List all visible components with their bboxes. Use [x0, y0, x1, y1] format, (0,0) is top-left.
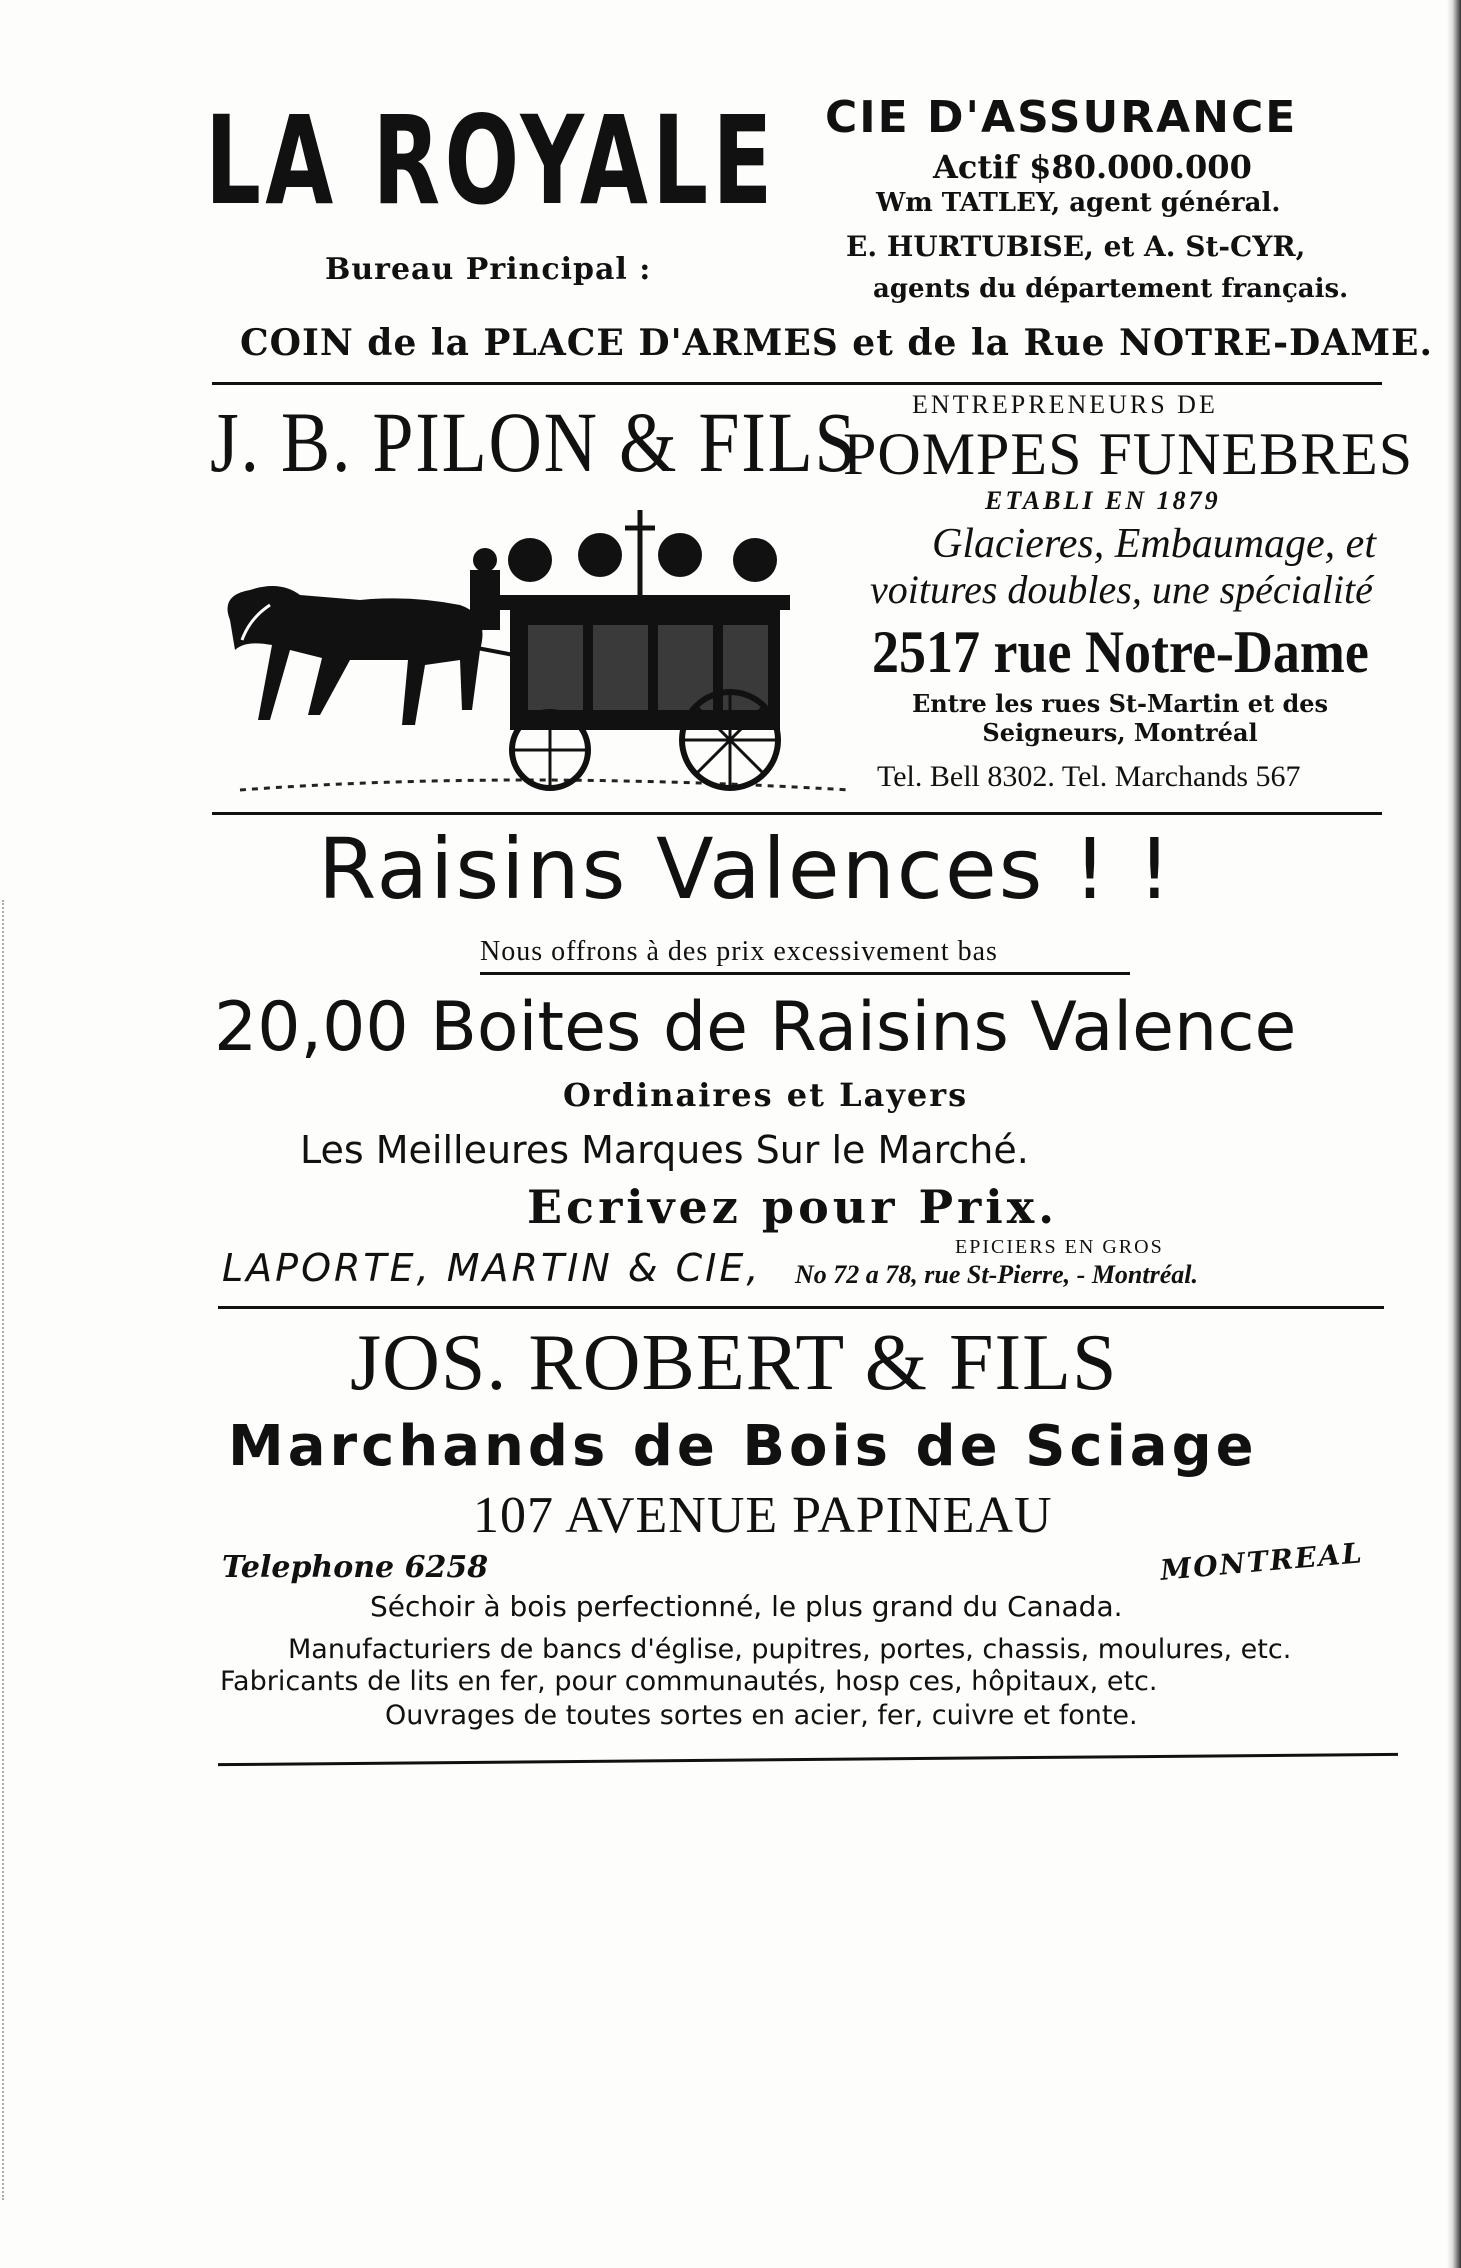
raisins-merchant: LAPORTE, MARTIN & CIE, [222, 1246, 762, 1290]
royale-title: LA ROYALE [205, 90, 777, 232]
royale-agents-names: E. HURTUBISE, et A. St-CYR, [846, 230, 1306, 263]
robert-city: MONTREAL [1158, 1536, 1365, 1587]
hearse-icon [210, 500, 860, 800]
pilon-etabli: ETABLI EN 1879 [985, 486, 1221, 515]
pilon-address: 2517 rue Notre-Dame [872, 619, 1369, 685]
royale-address: COIN de la PLACE D'ARMES et de la Rue NOTRE-DAME. [240, 322, 1434, 364]
royale-actif: Actif $80.000.000 [933, 148, 1252, 186]
page-edge-shadow [1447, 0, 1461, 2268]
pilon-telephones: Tel. Bell 8302. Tel. Marchands 567 [877, 760, 1301, 793]
divider-4 [218, 1753, 1398, 1766]
raisins-boites: 20,00 Boites de Raisins Valence [214, 988, 1297, 1067]
raisins-types: Ordinaires et Layers [563, 1076, 969, 1114]
pilon-entre-line1: Entre les rues St-Martin et des [912, 689, 1329, 718]
pilon-pompes: POMPES FUNEBRES [843, 421, 1414, 487]
royale-agent-general: Wm TATLEY, agent général. [876, 188, 1281, 218]
divider-2 [212, 812, 1382, 815]
raisins-title: Raisins Valences ! ! [318, 820, 1174, 918]
robert-ouvrages: Ouvrages de toutes sortes en acier, fer, cuivre et fonte. [385, 1700, 1138, 1731]
pilon-glacieres: Glacieres, Embaumage, et [932, 521, 1376, 567]
pilon-name: J. B. PILON & FILS [210, 394, 858, 490]
raisins-meilleures: Les Meilleures Marques Sur le Marché. [300, 1128, 1029, 1172]
raisins-merchant-address: No 72 a 78, rue St-Pierre, - Montréal. [795, 1260, 1198, 1289]
pilon-entre-line2: Seigneurs, Montréal [982, 717, 1258, 747]
divider-1 [212, 382, 1382, 385]
divider-3 [218, 1306, 1384, 1309]
royale-company: CIE D'ASSURANCE [825, 92, 1298, 143]
robert-name: JOS. ROBERT & FILS [350, 1319, 1118, 1407]
raisins-ecrivez: Ecrivez pour Prix. [527, 1180, 1059, 1234]
robert-address: 107 AVENUE PAPINEAU [473, 1487, 1053, 1544]
raisins-offer: Nous offrons à des prix excessivement bas [480, 936, 998, 967]
robert-trade: Marchands de Bois de Sciage [228, 1414, 1258, 1479]
raisins-epiciers: EPICIERS EN GROS [955, 1236, 1164, 1258]
offer-underline [480, 972, 1130, 975]
pilon-entrepreneurs: ENTREPRENEURS DE [912, 390, 1218, 419]
robert-manufacturiers: Manufacturiers de bancs d'église, pupitres, portes, chassis, moulures, etc. [288, 1634, 1292, 1665]
royale-agents-dept: agents du département français. [873, 274, 1349, 304]
robert-telephone: Telephone 6258 [222, 1550, 489, 1585]
pilon-entre [912, 690, 1328, 748]
pilon-voitures: voitures doubles, une spécialité [870, 567, 1373, 612]
robert-fabricants: Fabricants de lits en fer, pour communautés, hosp ces, hôpitaux, etc. [220, 1666, 1158, 1697]
robert-sechoir: Séchoir à bois perfectionné, le plus grand du Canada. [370, 1590, 1123, 1623]
page-edge-dots [2, 900, 6, 2200]
royale-bureau-label: Bureau Principal : [325, 252, 652, 287]
